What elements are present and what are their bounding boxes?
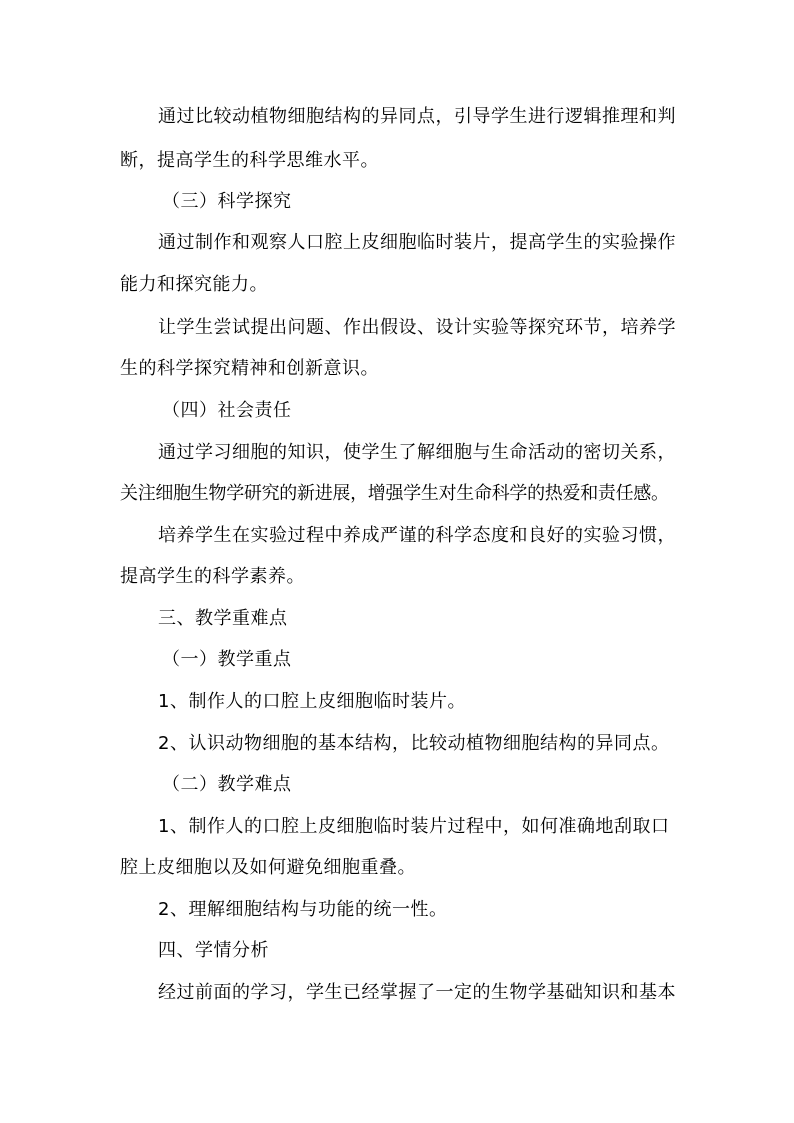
paragraph-line: 生的科学探究精神和创新意识。 <box>120 358 379 379</box>
section-heading: （一）教学重点 <box>162 649 292 670</box>
section-heading: （三）科学探究 <box>162 191 292 212</box>
list-item: 2、认识动物细胞的基本结构，比较动植物细胞结构的异同点。 <box>158 733 670 754</box>
list-item: 1、制作人的口腔上皮细胞临时装片。 <box>158 691 466 712</box>
section-heading: 三、教学重难点 <box>158 608 288 629</box>
paragraph-line: 通过制作和观察人口腔上皮细胞临时装片，提高学生的实验操作 <box>158 232 676 253</box>
list-item: 2、理解细胞结构与功能的统一性。 <box>158 899 448 920</box>
list-item: 1、制作人的口腔上皮细胞临时装片过程中，如何准确地刮取口 <box>158 816 670 837</box>
paragraph-line: 通过比较动植物细胞结构的异同点，引导学生进行逻辑推理和判 <box>158 106 676 127</box>
paragraph-line: 经过前面的学习，学生已经掌握了一定的生物学基础知识和基本 <box>158 982 676 1003</box>
paragraph-line: 能力和探究能力。 <box>120 274 268 295</box>
paragraph-line: 通过学习细胞的知识，使学生了解细胞与生命活动的密切关系， <box>158 442 676 463</box>
section-heading: （四）社会责任 <box>162 400 292 421</box>
paragraph-line: 让学生尝试提出问题、作出假设、设计实验等探究环节，培养学 <box>158 317 676 338</box>
paragraph-line: 断，提高学生的科学思维水平。 <box>120 150 379 171</box>
section-heading: 四、学情分析 <box>158 940 269 961</box>
paragraph-line: 腔上皮细胞以及如何避免细胞重叠。 <box>120 857 416 878</box>
paragraph-line: 关注细胞生物学研究的新进展，增强学生对生命科学的热爱和责任感。 <box>120 483 669 504</box>
paragraph-line: 提高学生的科学素养。 <box>120 566 305 587</box>
section-heading: （二）教学难点 <box>162 774 292 795</box>
paragraph-line: 培养学生在实验过程中养成严谨的科学态度和良好的实验习惯， <box>158 525 676 546</box>
